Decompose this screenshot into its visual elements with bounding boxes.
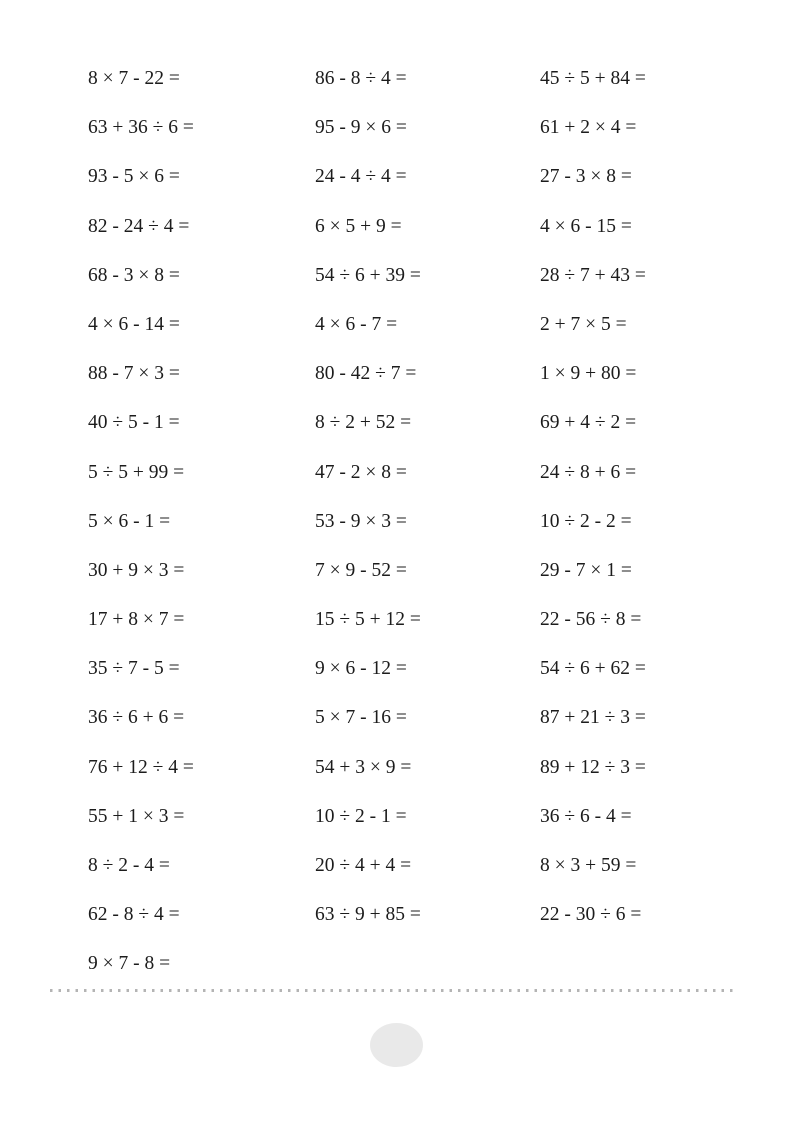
math-problem: 36 ÷ 6 + 6 =	[88, 707, 185, 729]
math-problem: 89 + 12 ÷ 3 =	[540, 756, 646, 778]
problem-row	[0, 312, 793, 361]
math-problem: 8 ÷ 2 - 4 =	[88, 855, 170, 876]
math-problem: 93 - 5 × 6 =	[88, 166, 180, 188]
problem-row	[0, 607, 793, 656]
math-problem: 22 - 56 ÷ 8 =	[540, 609, 642, 631]
math-problem: 7 × 9 - 52 =	[315, 559, 407, 581]
math-problem: 47 - 2 × 8 =	[315, 461, 407, 483]
math-problem: 4 × 6 - 14 =	[88, 313, 180, 335]
math-problem: 5 × 6 - 1 =	[88, 510, 171, 532]
dotted-divider	[50, 989, 738, 992]
math-problem: 10 ÷ 2 - 2 =	[540, 510, 632, 532]
math-problem: 76 + 12 ÷ 4 =	[88, 756, 194, 778]
math-problem: 30 + 9 × 3 =	[88, 559, 185, 581]
math-problem: 1 × 9 + 80 =	[540, 363, 637, 385]
footer-oval-shape	[370, 1023, 423, 1067]
problem-row	[0, 263, 793, 312]
problem-row	[0, 214, 793, 263]
problem-row	[0, 951, 793, 1000]
math-problem: 62 - 8 ÷ 4 =	[88, 904, 180, 926]
math-problem: 40 ÷ 5 - 1 =	[88, 412, 180, 434]
math-problem: 82 - 24 ÷ 4 =	[88, 215, 190, 237]
math-problem: 5 × 7 - 16 =	[315, 707, 407, 729]
problem-row	[0, 558, 793, 607]
problem-row	[0, 656, 793, 705]
math-problem: 17 + 8 × 7 =	[88, 609, 185, 631]
math-problem: 68 - 3 × 8 =	[88, 264, 180, 286]
math-problem: 61 + 2 × 4 =	[540, 117, 637, 139]
math-problem: 10 ÷ 2 - 1 =	[315, 805, 407, 827]
math-problem: 35 ÷ 7 - 5 =	[88, 658, 180, 680]
math-problem: 95 - 9 × 6 =	[315, 117, 407, 139]
math-problem: 28 ÷ 7 + 43 =	[540, 264, 646, 286]
math-problem: 6 × 5 + 9 =	[315, 215, 402, 237]
math-problem: 22 - 30 ÷ 6 =	[540, 904, 642, 926]
math-problem: 24 - 4 ÷ 4 =	[315, 166, 407, 188]
problem-row	[0, 115, 793, 164]
math-problem: 20 ÷ 4 + 4 =	[315, 855, 412, 876]
math-problem: 4 × 6 - 15 =	[540, 215, 632, 237]
problem-row	[0, 755, 793, 804]
problem-row	[0, 361, 793, 410]
problem-row	[0, 66, 793, 115]
problem-row	[0, 804, 793, 853]
problem-row	[0, 902, 793, 951]
math-problem: 55 + 1 × 3 =	[88, 805, 185, 827]
problem-row	[0, 410, 793, 459]
math-problem: 8 × 7 - 22 =	[88, 68, 180, 89]
problem-row	[0, 460, 793, 509]
math-problem: 29 - 7 × 1 =	[540, 559, 632, 581]
math-problem: 8 ÷ 2 + 52 =	[315, 412, 412, 434]
math-problem: 54 + 3 × 9 =	[315, 756, 412, 778]
math-problem: 2 + 7 × 5 =	[540, 313, 627, 335]
math-problem: 36 ÷ 6 - 4 =	[540, 805, 632, 827]
math-problem: 5 ÷ 5 + 99 =	[88, 461, 185, 483]
math-problem: 45 ÷ 5 + 84 =	[540, 68, 646, 89]
math-problem: 87 + 21 ÷ 3 =	[540, 707, 646, 729]
math-problem: 69 + 4 ÷ 2 =	[540, 412, 637, 434]
math-problem: 63 + 36 ÷ 6 =	[88, 117, 194, 139]
math-problem: 88 - 7 × 3 =	[88, 363, 180, 385]
math-problem: 4 × 6 - 7 =	[315, 313, 398, 335]
math-problem: 80 - 42 ÷ 7 =	[315, 363, 417, 385]
problem-row	[0, 705, 793, 754]
math-problem: 24 ÷ 8 + 6 =	[540, 461, 637, 483]
math-problem: 86 - 8 ÷ 4 =	[315, 68, 407, 89]
math-problem: 53 - 9 × 3 =	[315, 510, 407, 532]
math-problem: 9 × 6 - 12 =	[315, 658, 407, 680]
problem-row	[0, 164, 793, 213]
math-problem: 63 ÷ 9 + 85 =	[315, 904, 421, 926]
problem-row	[0, 509, 793, 558]
problem-row	[0, 853, 793, 902]
math-problem: 9 × 7 - 8 =	[88, 953, 171, 975]
math-problem: 15 ÷ 5 + 12 =	[315, 609, 421, 631]
math-problem: 54 ÷ 6 + 39 =	[315, 264, 421, 286]
problem-grid	[0, 66, 793, 1001]
math-problem: 54 ÷ 6 + 62 =	[540, 658, 646, 680]
math-problem: 27 - 3 × 8 =	[540, 166, 632, 188]
math-problem: 8 × 3 + 59 =	[540, 855, 637, 876]
